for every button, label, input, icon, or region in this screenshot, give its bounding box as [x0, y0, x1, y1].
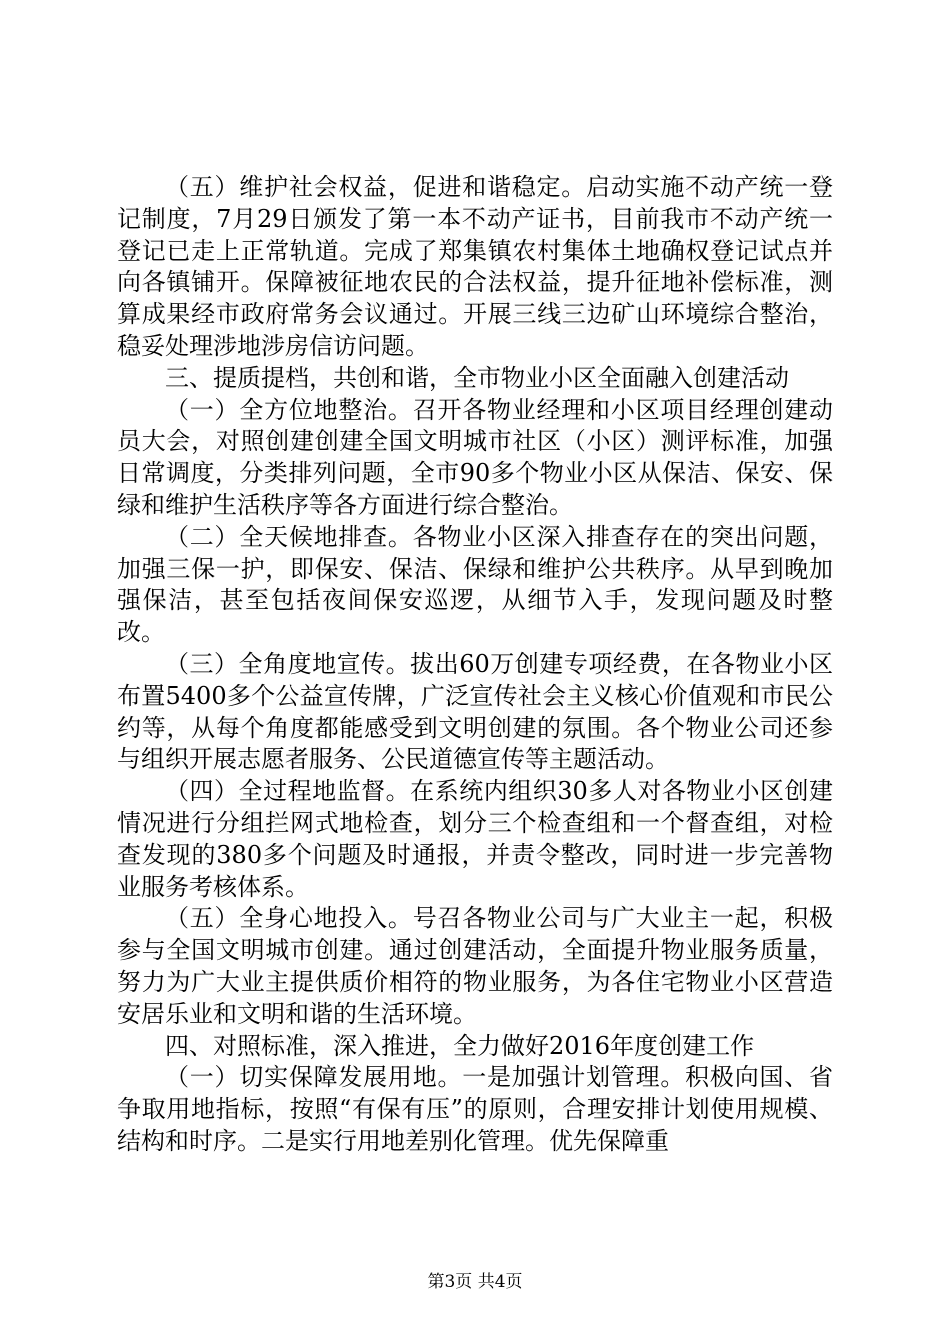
document-body: [117, 172, 833, 1158]
paragraph-full-commitment: （五）全身心地投入。号召各物业公司与广大业主一起，积极参与全国文明城市创建。通过创建活动，全面提升物业服务质量，努力为广大业主提供质价相符的物业服务，为各住宅物业小区营造安居乐业和文明和谐的生活环境。: [117, 904, 833, 1028]
page-footer: 第3页 共4页: [427, 1272, 523, 1292]
paragraph-comprehensive-rectification: （一）全方位地整治。召开各物业经理和小区项目经理创建动员大会，对照创建创建全国文明城市社区（小区）测评标准，加强日常调度，分类排列问题，全市90多个物业小区从保洁、保安、保绿和维护生活秩序等各方面进行综合整治。: [117, 395, 833, 519]
paragraph-rights-stability: （五）维护社会权益，促进和谐稳定。启动实施不动产统一登记制度，7月29日颁发了第一本不动产证书，目前我市不动产统一登记已走上正常轨道。完成了郑集镇农村集体土地确权登记试点并向各镇铺开。保障被征地农民的合法权益，提升征地补偿标准，测算成果经市政府常务会议通过。开展三线三边矿山环境综合整治，稳妥处理涉地涉房信访问题。: [117, 173, 833, 360]
section-heading-three: 三、提质提档，共创和谐，全市物业小区全面融入创建活动: [165, 363, 789, 392]
section-heading-four: 四、对照标准，深入推进，全力做好2016年度创建工作: [165, 1031, 755, 1060]
paragraph-whole-process-supervision: （四）全过程地监督。在系统内组织30多人对各物业小区创建情况进行分组拦网式地检查，划分三个检查组和一个督查组，对检查发现的380多个问题及时通报，并责令整改，同时进一步完善物业服务考核体系。: [117, 777, 833, 901]
paragraph-all-weather-inspection: （二）全天候地排查。各物业小区深入排查存在的突出问题，加强三保一护，即保安、保洁、保绿和维护公共秩序。从早到晚加强保洁，甚至包括夜间保安巡逻，从细节入手，发现问题及时整改。: [117, 522, 833, 647]
paragraph-all-angle-publicity: （三）全角度地宣传。拔出60万创建专项经费，在各物业小区布置5400多个公益宣传牌，广泛宣传社会主义核心价值观和市民公约等，从每个角度都能感受到文明创建的氛围。各个物业公司还参与组织开展志愿者服务、公民道德宣传等主题活动。: [117, 649, 833, 774]
paragraph-land-use-guarantee: （一）切实保障发展用地。一是加强计划管理。积极向国、省争取用地指标，按照“有保有压”的原则，合理安排计划使用规模、结构和时序。二是实行用地差别化管理。优先保障重: [117, 1063, 833, 1155]
